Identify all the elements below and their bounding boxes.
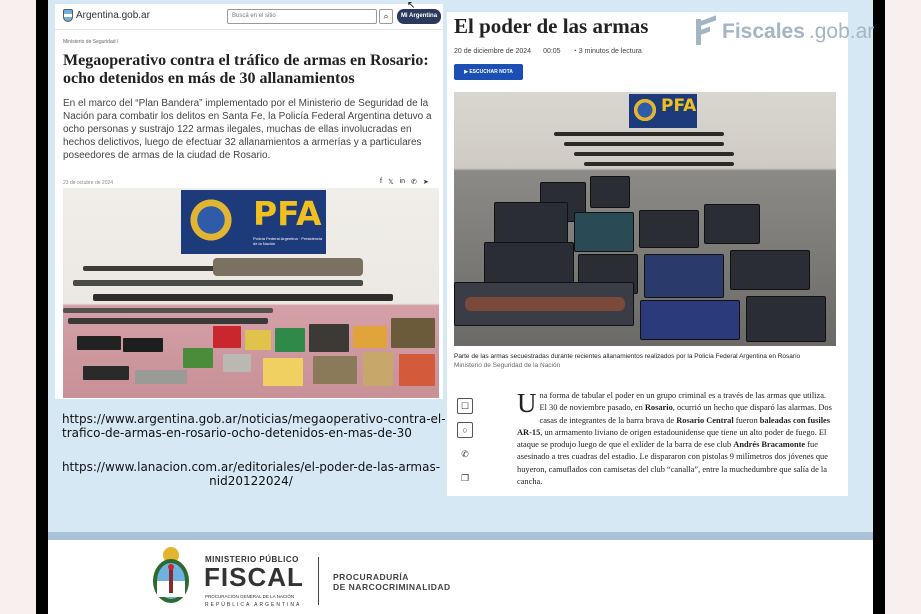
mpf-line-1: MINISTERIO PÚBLICO <box>205 555 299 564</box>
pistol-shape <box>83 366 129 380</box>
lanacion-photo-caption: Parte de las armas secuestradas durante recientes allanamientos realizados por la Policía Federal Argentina en Rosario <box>454 353 801 360</box>
footer-divider <box>318 557 319 605</box>
pistol-shape <box>77 336 121 350</box>
mpf-line-2: FISCAL <box>204 562 304 592</box>
ammo-box <box>223 354 251 372</box>
procuraduria-line-2: DE NARCOCRIMINALIDAD <box>333 582 451 592</box>
gun-case <box>746 296 826 342</box>
rifle-in-case <box>465 297 625 311</box>
argentina-coat-of-arms-icon <box>150 545 192 607</box>
argentina-logo[interactable] <box>63 9 150 22</box>
right-letterbox <box>873 0 885 614</box>
pfa-banner-text: PFA <box>253 194 322 233</box>
rifle-shape <box>68 318 268 324</box>
lanacion-article-title: El poder de las armas <box>454 14 649 38</box>
clock-icon: ◔ <box>572 48 579 55</box>
argentina-article-title: Megaoperativo contra el tráfico de armas en Rosario: ocho detenidos en más de 30 allanamientos <box>63 52 429 87</box>
mouse-cursor-icon: ↖ <box>407 0 416 11</box>
dropcap: U <box>517 388 537 418</box>
pistol-shape <box>123 338 163 352</box>
body-text: fueron <box>733 415 760 425</box>
ammo-box <box>363 352 393 386</box>
lanacion-photo-credit: Ministerio de Seguridad de la Nación <box>454 362 561 369</box>
pfa-emblem-icon <box>187 196 235 244</box>
mpf-line-3: PROCURACIÓN GENERAL DE LA NACIÓN <box>205 594 295 599</box>
left-letterbox <box>36 0 48 614</box>
pistol-shape <box>135 370 187 384</box>
lanacion-weapons-photo <box>454 92 836 346</box>
ammo-box <box>353 326 387 348</box>
listen-button[interactable]: ▶ ESCUCHAR NOTA <box>454 64 523 80</box>
rifle-shape <box>574 152 734 156</box>
pfa-banner <box>181 190 326 254</box>
whatsapp-icon[interactable]: ✆ <box>461 449 469 459</box>
x-icon[interactable]: 𝕏 <box>387 179 394 186</box>
body-text: fue asesinado a tres cuadras del estadio. Le dispararon con pistolas 9 milímetros dos jóvenes que huyeron, camuflados con camisetas del club “canalla”, entre la muchedumbre que salía de la cancha. <box>517 440 828 487</box>
ammo-box <box>399 354 435 386</box>
gun-case <box>639 210 699 248</box>
argentina-article-screenshot <box>55 4 443 399</box>
ammo-box <box>213 326 241 348</box>
argentina-article-lead: En el marco del “Plan Bandera” implementado por el Ministerio de Seguridad de la Nación para combatir los delitos en Santa Fe, la Policía Federal Argentina detuvo a ocho personas y sustrajo 122 armas ilegales, muchas de ellas involucradas en hechos delictivos, luego de efectuar 32 allanamientos a armerías y a particulares poseedores de armas de la ciudad de Rosario. <box>63 98 432 161</box>
pfa-banner <box>629 94 697 128</box>
shield-icon <box>63 9 73 22</box>
ammo-box <box>245 330 271 350</box>
gun-case <box>730 250 810 290</box>
pfa-banner-subtitle: Policía Federal Argentina · Presidencia de la Nación <box>253 236 323 246</box>
gun-case <box>640 300 740 340</box>
gun-case <box>704 204 760 244</box>
argentina-header <box>55 4 443 30</box>
lanacion-meta <box>454 48 642 55</box>
ammo-box <box>391 318 435 348</box>
fiscales-domain: .gob.ar <box>808 20 875 43</box>
rifle-shape <box>63 308 273 313</box>
ammo-box <box>309 324 349 352</box>
rifle-shape <box>554 132 724 136</box>
argentina-search-input[interactable]: Buscá en el sitio <box>227 9 377 24</box>
ammo-box <box>275 328 305 352</box>
search-icon[interactable]: ⌕ <box>379 9 393 24</box>
body-bold-andres: Andrés Bracamonte <box>733 440 806 450</box>
ammo-box <box>263 358 303 386</box>
rifle-shape <box>564 142 724 146</box>
linkedin-icon[interactable]: in <box>399 178 406 185</box>
procuraduria-line-1: PROCURADURÍA <box>333 572 409 582</box>
lanacion-article-screenshot <box>447 12 848 496</box>
mpf-line-4: REPÚBLICA ARGENTINA <box>205 602 302 608</box>
copy-icon[interactable]: ❐ <box>460 473 470 483</box>
gun-case <box>574 212 634 252</box>
rifle-shape <box>584 162 734 166</box>
rifle-shape <box>73 280 363 286</box>
fiscales-name: Fiscales <box>722 20 805 43</box>
lanacion-read-time <box>573 48 642 55</box>
body-text: na forma de tabular el poder en un grupo criminal es a través de las armas que utiliza. El 30 de noviembre pasado, en <box>539 391 827 413</box>
lanacion-time: 00:05 <box>543 48 561 55</box>
lanacion-side-actions <box>457 398 475 486</box>
facebook-icon[interactable]: f <box>380 178 382 185</box>
pfa-banner-text: PFA <box>661 96 697 116</box>
ammo-box <box>313 356 357 384</box>
breadcrumb[interactable]: Ministerio de Seguridad / <box>63 39 119 45</box>
lanacion-url-text[interactable]: https://www.lanacion.com.ar/editoriales/el-poder-de-las-armas-nid20122024/ <box>61 460 441 488</box>
gun-case <box>644 254 724 298</box>
argentina-weapons-photo <box>63 188 439 398</box>
gun-case <box>590 176 630 208</box>
gun-case <box>454 282 634 326</box>
argentina-article-date: 23 de octubre de 2024 <box>63 180 114 186</box>
body-bold-baleadas: baleadas con fusiles AR-15 <box>517 415 831 437</box>
rifle-shape <box>213 258 363 276</box>
lanacion-read-time-label: 3 minutos de lectura <box>578 48 642 55</box>
pfa-emblem-icon <box>632 97 658 123</box>
comment-icon[interactable]: ○ <box>457 422 473 438</box>
lanacion-article-body <box>517 390 833 488</box>
share-icons <box>380 178 429 186</box>
argentina-logo-text: Argentina.gob.ar <box>76 10 150 21</box>
argentina-url-text[interactable]: https://www.argentina.gob.ar/noticias/megaoperativo-contra-el-trafico-de-armas-en-rosario-ocho-detenidos-en-mas-de-30 <box>62 412 446 440</box>
telegram-icon[interactable]: ➤ <box>422 179 429 186</box>
body-bold-rosario: Rosario <box>644 403 673 413</box>
whatsapp-icon[interactable]: ✆ <box>411 179 417 186</box>
rifle-shape <box>93 294 393 301</box>
body-bold-central: Rosario Central <box>676 415 734 425</box>
lanacion-date: 20 de diciembre de 2024 <box>454 48 532 55</box>
bookmark-icon[interactable]: ☐ <box>457 398 473 414</box>
body-text: , un armamento liviano de origen estadounidense que tiene un alto poder de fuego. El ataque se produjo luego de que el exlíder de la barra de ese club <box>517 427 827 450</box>
ammo-box <box>183 348 213 368</box>
fiscales-logo <box>696 17 874 47</box>
body-text: , ocurrió un hecho que disparó las alarmas. Dos casas de integrantes de la barra brava de <box>539 403 832 425</box>
gun-case <box>484 242 574 284</box>
mi-argentina-button[interactable]: Mi Argentina <box>397 9 441 24</box>
fiscales-mark-icon <box>696 17 718 47</box>
